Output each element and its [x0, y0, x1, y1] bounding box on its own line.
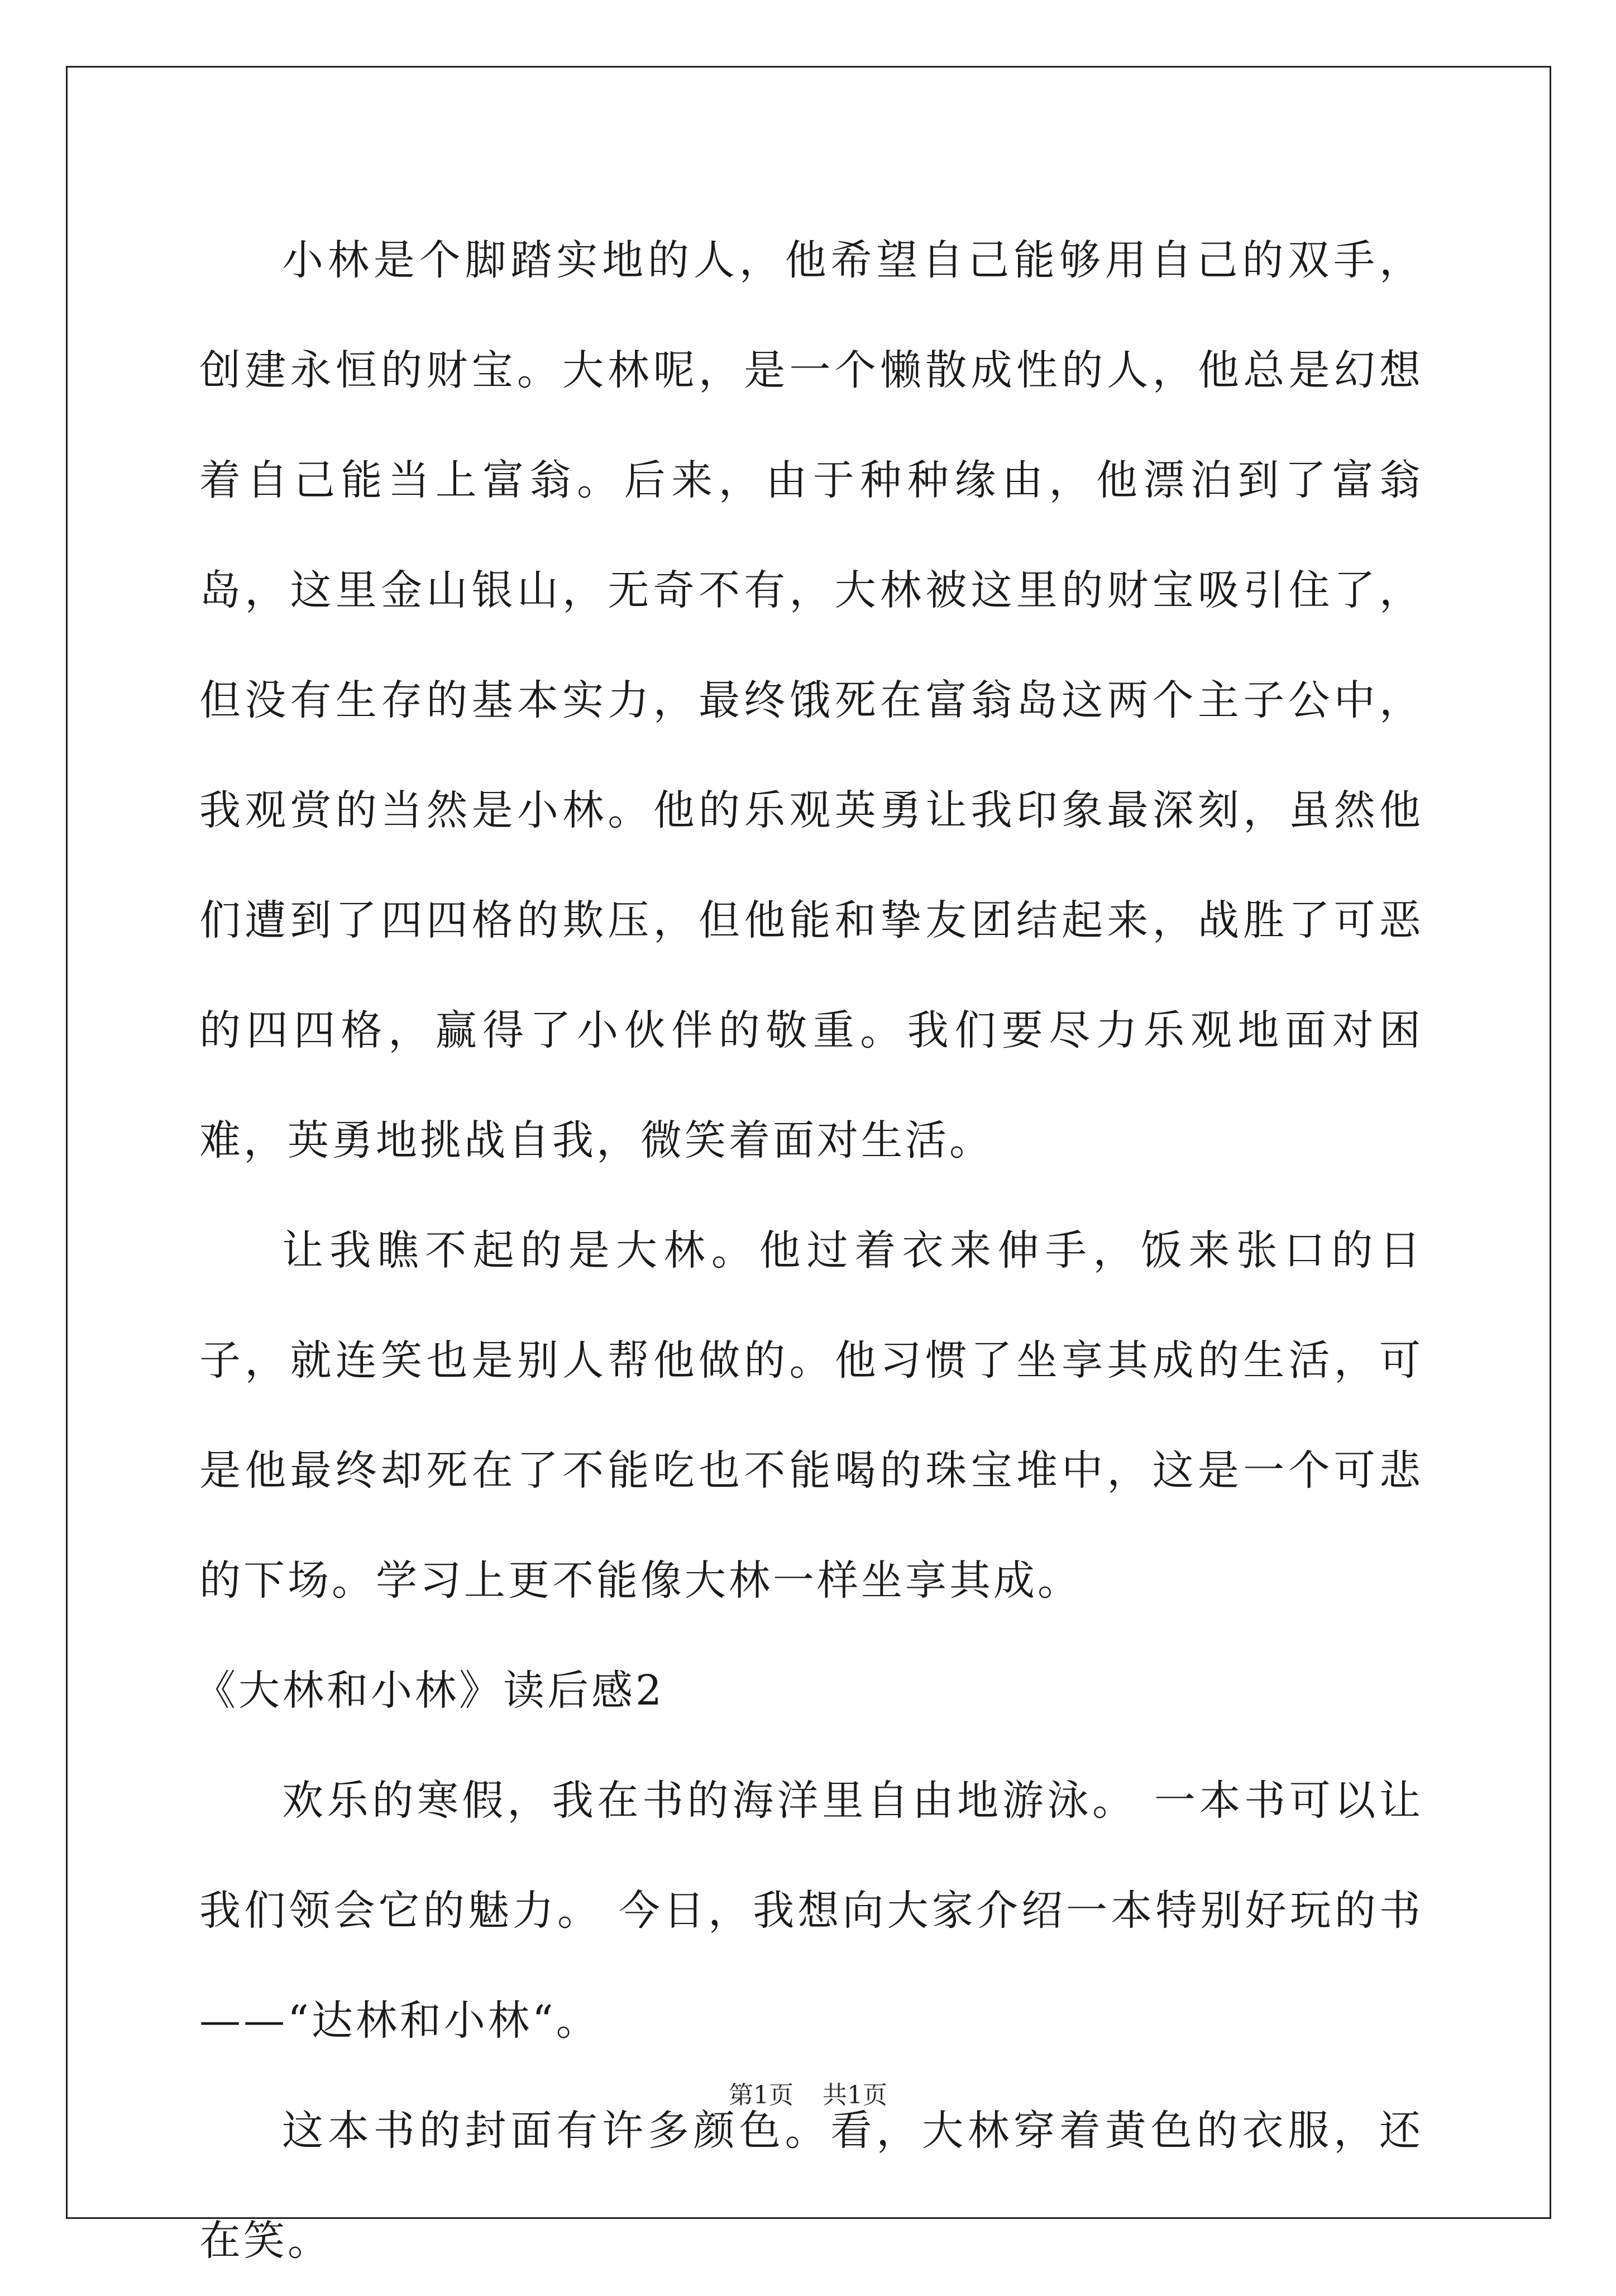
- page-footer: [0, 2079, 1616, 2112]
- section-heading: 《大林和小林》读后感2: [194, 1667, 665, 1715]
- paragraph-2: 让我瞧不起的是大林。他过着衣来伸手，饭来张口的日子，就连笑也是别人帮他做的。他习惯了坐享其成的生活，可是他最终却死在了不能吃也不能喝的珠宝堆中，这是一个可悲的下场。学习上更不能像大林一样坐享其成。: [199, 1226, 1423, 1605]
- page-number: 第1页: [729, 2081, 793, 2109]
- paragraph-3: 欢乐的寒假，我在书的海洋里自由地游泳。 一本书可以让我们领会它的魅力。 今日，我想向大家介绍一本特别好玩的书——“达林和小林“。: [199, 1777, 1423, 2045]
- paragraph-1: 小林是个脚踏实地的人，他希望自己能够用自己的双手，创建永恒的财宝。大林呢，是一个懒散成性的人，他总是幻想着自己能当上富翁。后来，由于种种缘由，他漂泊到了富翁岛，这里金山银山，无奇不有，大林被这里的财宝吸引住了，但没有生存的基本实力，最终饿死在富翁岛这两个主子公中，我观赏的当然是小林。他的乐观英勇让我印象最深刻，虽然他们遭到了四四格的欺压，但他能和挚友团结起来，战胜了可恶的四四格，赢得了小伙伴的敬重。我们要尽力乐观地面对困难，英勇地挑战自我，微笑着面对生活。: [199, 236, 1423, 1164]
- document-body: [194, 206, 1423, 2296]
- paragraph-4: 这本书的封面有许多颜色。看，大林穿着黄色的衣服，还在笑。: [199, 2107, 1423, 2265]
- page-total: 共1页: [823, 2081, 887, 2109]
